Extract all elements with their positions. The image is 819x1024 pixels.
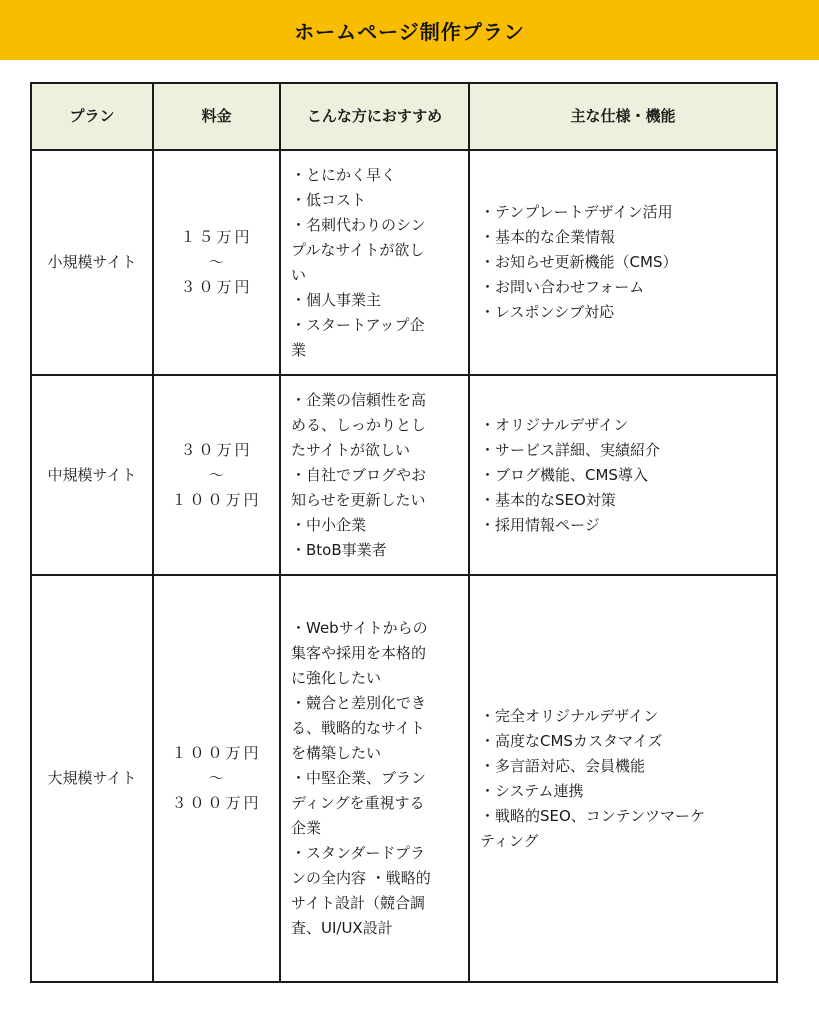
plan-name: 小規模サイト <box>47 253 137 271</box>
header-features: 主な仕様・機能 <box>469 83 777 150</box>
price-cell <box>153 375 280 575</box>
target-line: 査、UI/UX設計 <box>291 919 393 937</box>
target-line: ・中堅企業、ブラン <box>291 769 427 787</box>
feature-line: ティング <box>480 831 539 850</box>
features-cell <box>469 375 777 575</box>
features-cell <box>469 575 777 982</box>
price-to: ３００万円 <box>171 794 262 812</box>
feature-line: ・レスポンシブ対応 <box>480 303 615 321</box>
target-line: ・とにかく早く <box>291 165 397 184</box>
feature-line: ・採用情報ページ <box>480 515 600 534</box>
target-line: ・名刺代わりのシン <box>291 215 426 234</box>
target-line: ・BtoB事業者 <box>291 540 387 559</box>
target-line: ・競合と差別化でき <box>291 694 427 712</box>
price-from: １００万円 <box>171 744 262 762</box>
target-line: ・低コスト <box>291 190 367 209</box>
feature-line: ・基本的なSEO対策 <box>480 490 616 509</box>
target-line: ・個人事業主 <box>291 290 382 309</box>
table-row <box>31 575 777 982</box>
price-to: ３０万円 <box>180 278 253 296</box>
feature-line: ・基本的な企業情報 <box>480 228 616 246</box>
feature-line: ・テンプレートデザイン活用 <box>480 203 673 221</box>
plan-name: 大規模サイト <box>47 769 137 787</box>
feature-line: ・高度なCMSカスタマイズ <box>480 731 663 750</box>
plan-name: 中規模サイト <box>47 465 137 484</box>
target-line: を構築したい <box>291 744 382 762</box>
target-line: い <box>291 265 307 284</box>
target-line: に強化したい <box>291 669 382 687</box>
target-line: ・Webサイトからの <box>291 619 428 637</box>
table-row <box>31 150 777 375</box>
price-from: １５万円 <box>180 228 253 246</box>
feature-line: ・戦略的SEO、コンテンツマーケ <box>480 806 706 825</box>
target-line: ・スタートアップ企 <box>291 315 425 334</box>
target-line: ・スタンダードプラ <box>291 844 425 862</box>
header-plan: プラン <box>31 83 153 150</box>
plan-table <box>30 82 778 983</box>
target-line: ・企業の信頼性を高 <box>291 390 427 409</box>
target-line: プルなサイトが欲し <box>291 240 425 259</box>
features-cell <box>469 150 777 375</box>
target-line: る、戦略的なサイト <box>291 719 425 737</box>
target-cell <box>280 575 469 982</box>
target-line: ンの全内容 ・戦略的 <box>291 869 431 887</box>
target-line: 集客や採用を本格的 <box>291 644 427 662</box>
target-cell <box>280 375 469 575</box>
target-line: 知らせを更新したい <box>291 490 426 509</box>
price-separator: 〜 <box>208 769 224 787</box>
target-line: ・中小企業 <box>291 515 367 534</box>
plan-cell <box>31 375 153 575</box>
feature-line: ・システム連携 <box>480 781 584 800</box>
target-line: 企業 <box>291 819 322 837</box>
price-from: ３０万円 <box>180 440 253 459</box>
feature-line: ・お知らせ更新機能（CMS） <box>480 253 678 271</box>
header-price: 料金 <box>153 83 280 150</box>
feature-line: ・完全オリジナルデザイン <box>480 706 659 725</box>
price-separator: 〜 <box>208 465 224 484</box>
table-header-row <box>31 83 777 150</box>
target-line: 業 <box>291 340 307 359</box>
price-to: １００万円 <box>171 490 262 509</box>
plan-cell <box>31 575 153 982</box>
target-line: サイト設計（競合調 <box>291 894 425 912</box>
plan-cell <box>31 150 153 375</box>
target-line: ディングを重視する <box>291 794 425 812</box>
title-banner <box>0 0 819 60</box>
target-line: たサイトが欲しい <box>291 440 410 459</box>
price-separator: 〜 <box>208 253 224 271</box>
target-cell <box>280 150 469 375</box>
page-title: ホームページ制作プラン <box>294 19 525 44</box>
target-line: める、しっかりとし <box>291 415 427 434</box>
table-row <box>31 375 777 575</box>
feature-line: ・お問い合わせフォーム <box>480 278 645 296</box>
price-cell <box>153 150 280 375</box>
feature-line: ・多言語対応、会員機能 <box>480 756 646 775</box>
header-target: こんな方におすすめ <box>280 83 469 150</box>
feature-line: ・ブログ機能、CMS導入 <box>480 465 648 484</box>
price-cell <box>153 575 280 982</box>
target-line: ・自社でブログやお <box>291 465 427 484</box>
feature-line: ・サービス詳細、実績紹介 <box>480 440 661 459</box>
feature-line: ・オリジナルデザイン <box>480 415 629 434</box>
